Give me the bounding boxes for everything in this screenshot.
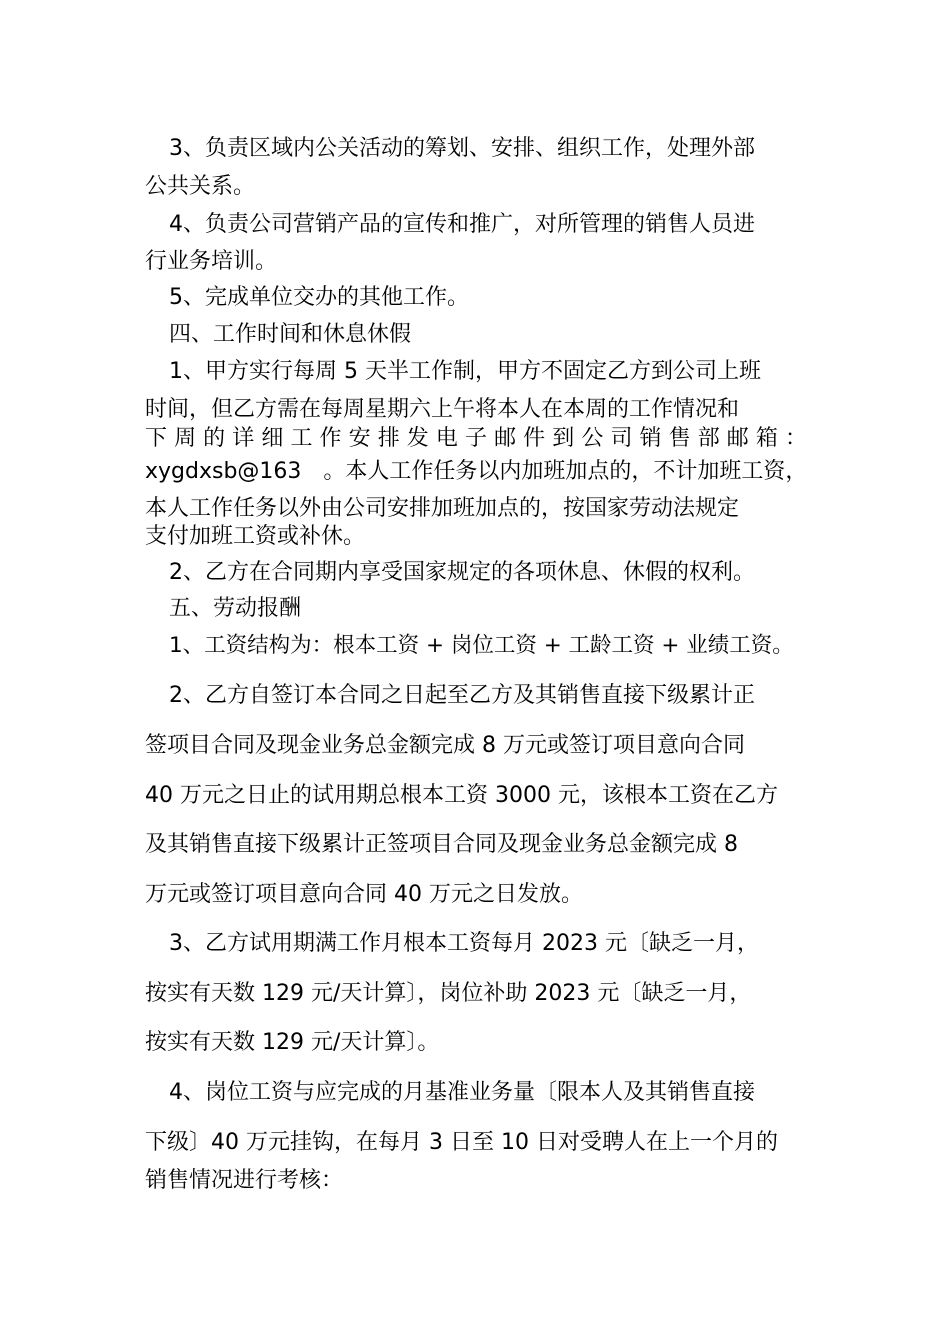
text-line: 5、完成单位交办的其他工作。 <box>169 285 469 310</box>
text-line: 下级〕40 万元挂钩，在每月 3 日至 10 日对受聘人在上一个月的 <box>145 1130 778 1155</box>
text-line: 本人工作任务以外由公司安排加班加点的，按国家劳动法规定 <box>145 496 740 521</box>
text-line: 公共关系。 <box>145 174 256 199</box>
text-line: 签项目合同及现金业务总金额完成 8 万元或签订项目意向合同 <box>145 733 745 758</box>
text-line: 2、乙方自签订本合同之日起至乙方及其销售直接下级累计正 <box>169 683 755 708</box>
text-line: 按实有天数 129 元/天计算〕。 <box>145 1030 440 1055</box>
text-line: 行业务培训。 <box>145 249 278 274</box>
text-line: 4、岗位工资与应完成的月基准业务量〔限本人及其销售直接 <box>169 1080 755 1105</box>
section-heading: 四、工作时间和休息休假 <box>169 322 412 347</box>
text-line: 3、乙方试用期满工作月根本工资每月 2023 元〔缺乏一月， <box>169 931 759 956</box>
text-line: 2、乙方在合同期内享受国家规定的各项休息、休假的权利。 <box>169 560 755 585</box>
text-line: 1、工资结构为：根本工资 + 岗位工资 + 工龄工资 + 业绩工资。 <box>169 633 794 658</box>
text-line: 按实有天数 129 元/天计算〕，岗位补助 2023 元〔缺乏一月， <box>145 981 752 1006</box>
text-line: 下周的详细工作安排发电子邮件到公司销售部邮箱： <box>145 426 807 451</box>
text-line: 销售情况进行考核： <box>145 1168 344 1193</box>
text-line: 及其销售直接下级累计正签项目合同及现金业务总金额完成 8 <box>145 832 738 857</box>
text-line: 时间，但乙方需在每周星期六上午将本人在本周的工作情况和 <box>145 397 740 422</box>
text-line: 万元或签订项目意向合同 40 万元之日发放。 <box>145 882 583 907</box>
text-line-email: xygdxsb@163 。本人工作任务以内加班加点的，不计加班工资， <box>145 459 808 484</box>
text-line: 1、甲方实行每周 5 天半工作制，甲方不固定乙方到公司上班 <box>169 359 761 384</box>
text-line: 支付加班工资或补休。 <box>145 524 366 549</box>
text-line: 4、负责公司营销产品的宣传和推广，对所管理的销售人员进 <box>169 212 755 237</box>
text-line: 3、负责区域内公关活动的筹划、安排、组织工作，处理外部 <box>169 136 755 161</box>
section-heading: 五、劳动报酬 <box>169 596 302 621</box>
text-line: 40 万元之日止的试用期总根本工资 3000 元，该根本工资在乙方 <box>145 783 778 808</box>
